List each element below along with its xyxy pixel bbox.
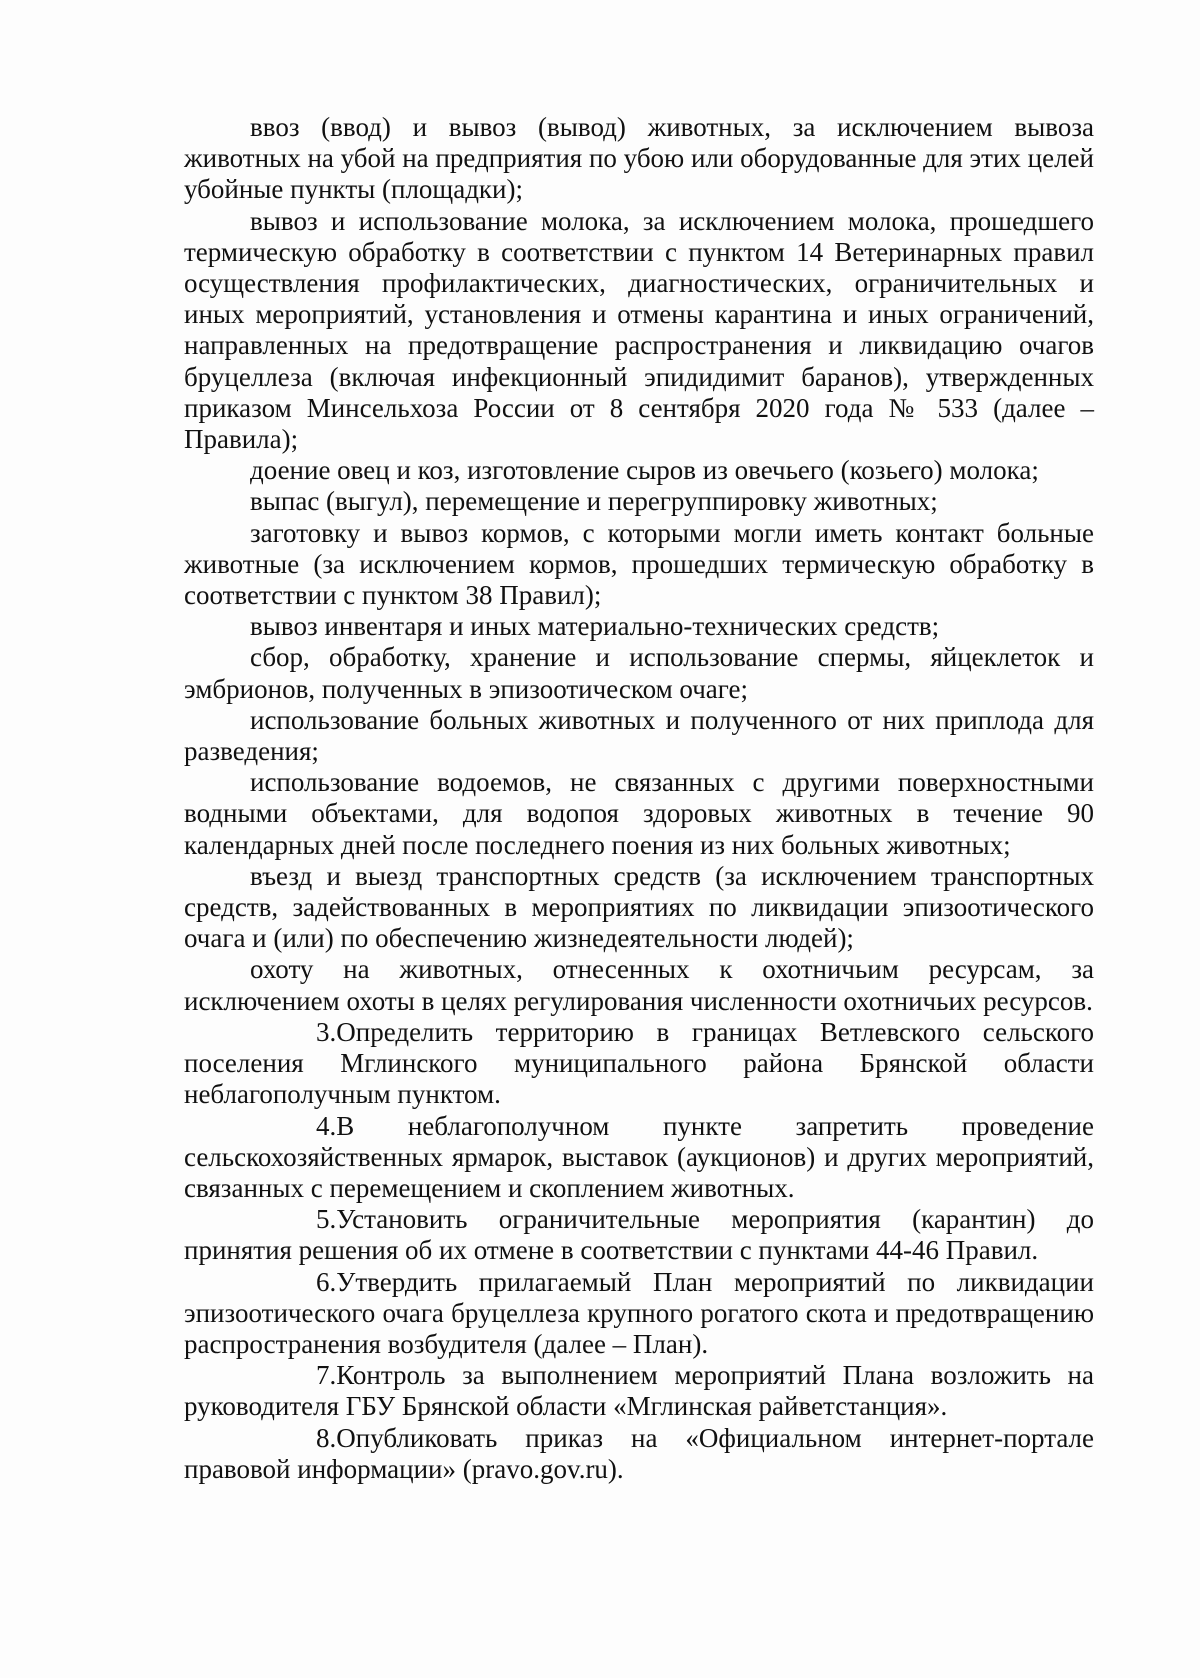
paragraph-feed: заготовку и вывоз кормов, с которыми могли иметь контакт больные животные (за исключением кормов, прошедших термическую обработку в соответствии с пунктом 38 Правил);: [184, 517, 1094, 611]
numbered-item-7: [184, 1360, 1094, 1422]
numbered-item-3: [184, 1017, 1094, 1111]
item-text: Установить ограничительные мероприятия (карантин) до принятия решения об их отмене в соответствии с пунктами 44-46 Правил.: [184, 1204, 1094, 1266]
paragraph-hunting: охоту на животных, отнесенных к охотничьим ресурсам, за исключением охоты в целях регулирования численности охотничьих ресурсов.: [184, 954, 1094, 1016]
item-text: В неблагополучном пункте запретить проведение сельскохозяйственных ярмарок, выставок (аукционов) и других мероприятий, связанных с перемещением и скоплением животных.: [184, 1110, 1094, 1203]
numbered-item-5: [184, 1204, 1094, 1266]
item-text: Определить территорию в границах Ветлевского сельского поселения Мглинского муниципального района Брянской области неблагополучным пунктом.: [184, 1016, 1094, 1110]
item-number: 8.: [316, 1422, 337, 1453]
item-number: 5.: [316, 1204, 337, 1235]
numbered-item-4: [184, 1111, 1094, 1205]
document-body: [184, 112, 1094, 1485]
paragraph-milking: доение овец и коз, изготовление сыров из овечьего (козьего) молока;: [250, 455, 1039, 486]
item-number: 3.: [316, 1016, 337, 1047]
item-text: Опубликовать приказ на «Официальном интернет-портале правовой информации» (pravo.gov.ru).: [184, 1422, 1094, 1484]
paragraph-vehicles: въезд и выезд транспортных средств (за исключением транспортных средств, задействованных в мероприятиях по ликвидации эпизоотического очага и (или) по обеспечению жизнедеятельности людей);: [184, 860, 1094, 954]
paragraph-sperm: сбор, обработку, хранение и использование спермы, яйцеклеток и эмбрионов, полученных в эпизоотическом очаге;: [184, 642, 1094, 704]
item-text: Утвердить прилагаемый План мероприятий по ликвидации эпизоотического очага бруцеллеза крупного рогатого скота и предотвращению распространения возбудителя (далее – План).: [184, 1266, 1094, 1359]
paragraph-grazing: выпас (выгул), перемещение и перегруппировку животных;: [250, 486, 938, 517]
numbered-item-8: [184, 1423, 1094, 1485]
paragraph-milk: вывоз и использование молока, за исключением молока, прошедшего термическую обработку в соответствии с пунктом 14 Ветеринарных правил осуществления профилактических, диагностических, ограничительных и иных мероприятий, установления и отмены карантина и иных ограничений, направленных на предотвращение распространения и ликвидацию очагов бруцеллеза (включая инфекционный эпидидимит баранов), утвержденных приказом Минсельхоза России от 8 сентября 2020 года № 533 (далее – Правила);: [184, 205, 1094, 455]
paragraph-water: использование водоемов, не связанных с другими поверхностными водными объектами, для водопоя здоровых животных в течение 90 календарных дней после последнего поения из них больных животных;: [184, 767, 1094, 860]
paragraph-breeding: использование больных животных и полученного от них приплода для разведения;: [184, 704, 1094, 767]
paragraph-import-export: ввоз (ввод) и вывоз (вывод) животных, за исключением вывоза животных на убой на предприятия по убою или оборудованные для этих целей убойные пункты (площадки);: [184, 112, 1094, 205]
item-number: 4.: [316, 1110, 337, 1141]
item-number: 7.: [316, 1360, 337, 1391]
numbered-item-6: [184, 1267, 1094, 1361]
item-text: Контроль за выполнением мероприятий Плана возложить на руководителя ГБУ Брянской области «Мглинская райветстанция».: [184, 1360, 1094, 1422]
item-number: 6.: [316, 1266, 337, 1297]
paragraph-inventory: вывоз инвентаря и иных материально-технических средств;: [250, 611, 940, 642]
